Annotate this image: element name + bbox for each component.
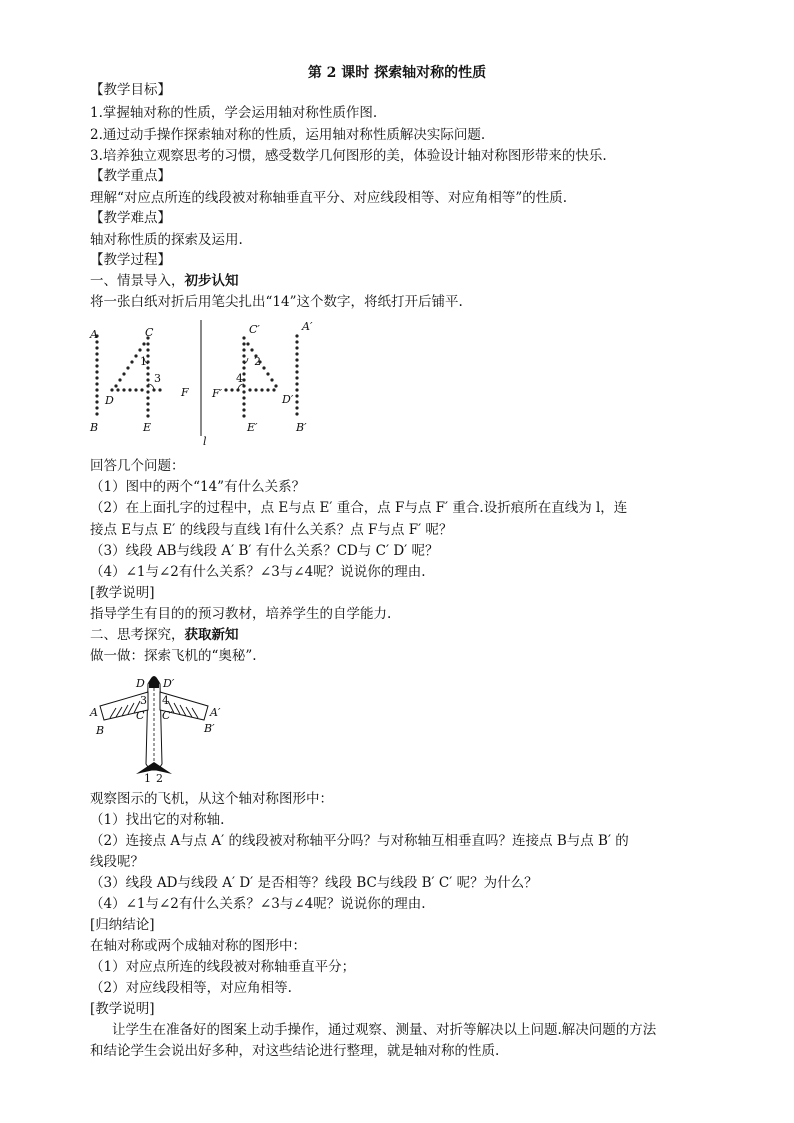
label-E: E bbox=[143, 421, 152, 434]
objective-item: 1.掌握轴对称的性质，学会运用轴对称性质作图. bbox=[90, 105, 378, 121]
label-D-prime: D′ bbox=[282, 393, 294, 406]
part1-question: （2）在上面扎字的过程中，点 E与点 E′ 重合，点 F与点 F′ 重合.设折痕所在直线为 l，连 bbox=[90, 500, 628, 516]
part2-note-cont: 和结论学生会说出好多种，对这些结论进行整理，就是轴对称的性质. bbox=[90, 1043, 500, 1059]
part2-question: （2）连接点 A与点 A′ 的线段被对称轴平分吗？与对称轴互相垂直吗？连接点 B与点 B′ 的 bbox=[90, 833, 629, 849]
label-l: l bbox=[203, 435, 207, 448]
label-F-prime: F′ bbox=[212, 387, 223, 400]
part1-question: （1）图中的两个“14”有什么关系？ bbox=[90, 479, 306, 495]
process-header: 【教学过程】 bbox=[90, 252, 171, 268]
dotted-line-AB bbox=[95, 334, 98, 415]
part1-question: （4）∠1与∠2有什么关系？∠3与∠4呢？说说你的理由. bbox=[90, 564, 426, 580]
difficulty-header: 【教学难点】 bbox=[90, 210, 171, 226]
part2-heading-a: 二、思考探究， bbox=[90, 627, 185, 643]
label-4: 4 bbox=[162, 694, 169, 707]
airplane-nose bbox=[149, 676, 159, 688]
label-E-prime: E′ bbox=[247, 421, 258, 434]
part2-intro: 做一做：探索飞机的“奥秘”. bbox=[90, 648, 257, 664]
part1-heading bbox=[90, 271, 239, 291]
label-C: C bbox=[145, 326, 154, 339]
label-1: 1 bbox=[140, 355, 147, 368]
label-B-prime: B′ bbox=[296, 421, 307, 434]
label-A-prime: A′ bbox=[302, 320, 313, 333]
part2-question: （3）线段 AD与线段 A′ D′ 是否相等？线段 BC与线段 B′ C′ 呢？为什么？ bbox=[90, 875, 538, 891]
part2-observe: 观察图示的飞机，从这个轴对称图形中： bbox=[90, 791, 333, 807]
label-1: 1 bbox=[144, 772, 151, 784]
part2-heading-b: 获取新知 bbox=[184, 627, 239, 643]
label-A: A bbox=[90, 328, 98, 341]
label-2: 2 bbox=[156, 772, 163, 784]
part1-intro: 将一张白纸对折后用笔尖扎出“14”这个数字，将纸打开后铺平. bbox=[90, 294, 463, 310]
objective-item: 2.通过动手操作探索轴对称的性质，运用轴对称性质解决实际问题. bbox=[90, 127, 486, 143]
part2-question: （4）∠1与∠2有什么关系？∠3与∠4呢？说说你的理由. bbox=[90, 896, 426, 912]
dotted-line-A2B2 bbox=[295, 334, 298, 415]
label-B: B bbox=[96, 724, 105, 737]
label-B: B bbox=[90, 421, 99, 434]
label-2: 2 bbox=[254, 355, 261, 368]
conclusion-header: [归纳结论] bbox=[90, 917, 155, 933]
key-point-text: 理解“对应点所连的线段被对称轴垂直平分、对应线段相等、对应角相等”的性质. bbox=[90, 190, 568, 206]
label-C: C bbox=[136, 709, 145, 722]
airplane-tail bbox=[136, 762, 172, 774]
part2-question: （1）找出它的对称轴. bbox=[90, 812, 225, 828]
label-C-prime: C′ bbox=[249, 323, 260, 336]
part1-note-header: [教学说明] bbox=[90, 585, 155, 601]
part1-note: 指导学生有目的的预习教材，培养学生的自学能力. bbox=[90, 606, 392, 622]
label-F: F bbox=[181, 386, 189, 399]
label-3: 3 bbox=[140, 694, 147, 707]
objectives-header: 【教学目标】 bbox=[90, 82, 171, 98]
part2-question-cont: 线段呢？ bbox=[90, 854, 144, 870]
part2-note-header: [教学说明] bbox=[90, 1001, 155, 1017]
dotted-line-F2D2 bbox=[224, 388, 275, 391]
label-A: A bbox=[90, 706, 98, 719]
label-C-prime: C′ bbox=[162, 709, 173, 722]
label-D-prime: D′ bbox=[163, 677, 175, 690]
part1-question-cont: 接点 E与点 E′ 的线段与直线 l有什么关系？点 F与点 F′ 呢？ bbox=[90, 522, 453, 538]
label-4: 4 bbox=[236, 372, 243, 385]
conclusion-item: （1）对应点所连的线段被对称轴垂直平分； bbox=[90, 959, 356, 975]
key-point-header: 【教学重点】 bbox=[90, 168, 171, 184]
questions-lead: 回答几个问题： bbox=[90, 458, 185, 474]
part1-heading-b: 初步认知 bbox=[184, 273, 239, 289]
part2-heading bbox=[90, 625, 239, 645]
conclusion-lead: 在轴对称或两个成轴对称的图形中： bbox=[90, 938, 306, 954]
part2-note: 让学生在准备好的图案上动手操作，通过观察、测量、对折等解决以上问题.解决问题的方法 bbox=[112, 1022, 657, 1038]
page-title: 第 2 课时 探索轴对称的性质 bbox=[307, 65, 487, 81]
figure-14-mirror bbox=[88, 318, 328, 450]
objective-item: 3.培养独立观察思考的习惯，感受数学几何图形的美，体验设计轴对称图形带来的快乐. bbox=[90, 148, 607, 164]
label-D: D bbox=[105, 394, 114, 407]
part1-question: （3）线段 AB与线段 A′ B′ 有什么关系？CD与 C′ D′ 呢？ bbox=[90, 543, 439, 559]
part1-heading-a: 一、情景导入， bbox=[90, 273, 185, 289]
figure-airplane bbox=[88, 670, 238, 784]
difficulty-text: 轴对称性质的探索及运用. bbox=[90, 232, 243, 248]
dotted-line-C2D2 bbox=[246, 342, 277, 387]
label-D: D bbox=[136, 677, 145, 690]
label-A-prime: A′ bbox=[210, 706, 221, 719]
dotted-line-CE bbox=[146, 336, 149, 417]
label-3: 3 bbox=[154, 372, 161, 385]
label-B-prime: B′ bbox=[204, 722, 215, 735]
conclusion-item: （2）对应线段相等，对应角相等. bbox=[90, 980, 292, 996]
